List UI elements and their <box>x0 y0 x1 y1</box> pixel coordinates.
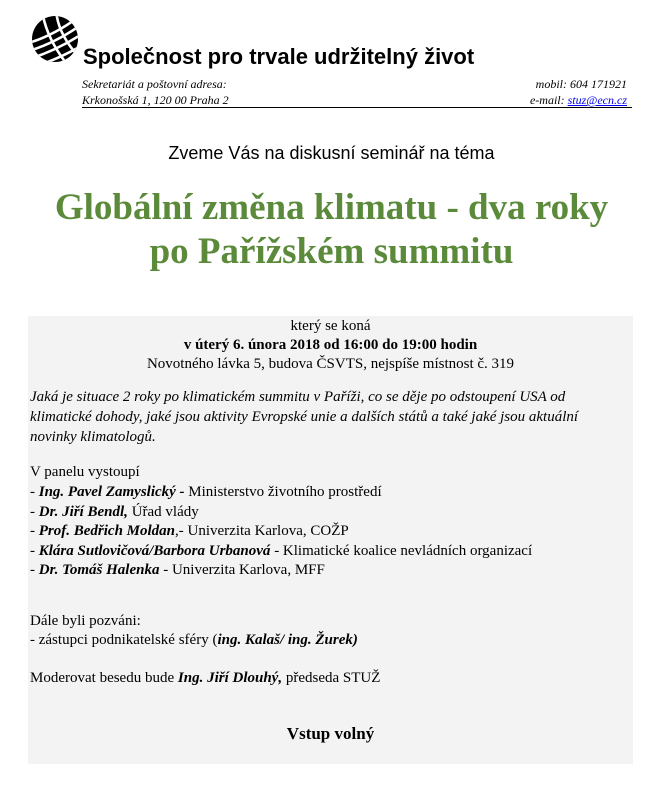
speaker-bullet: - <box>30 503 39 520</box>
invitation-text: Zveme Vás na diskusní seminář na téma <box>168 143 495 163</box>
event-datetime: v úterý 6. února 2018 od 16:00 do 19:00 hodin <box>183 337 478 353</box>
speaker-name: Ing. Pavel Zamyslický - <box>38 484 185 500</box>
entry-free: Vstup volný <box>286 724 375 743</box>
mobile-line <box>536 77 627 92</box>
organization-logo <box>30 14 80 64</box>
event-description: Jaká je situace 2 roky po klimatickém summitu v Paříži, co se děje po odstoupení USA od klimatické dohody, jaké jsou aktivity Evropské unie a dalších států a také jaké jsou aktuální novinky klimatologů. <box>30 389 579 445</box>
seminar-title-line-2: po Pařížském summitu <box>149 231 514 272</box>
organization-name: Společnost pro trvale udržitelný život <box>83 44 475 69</box>
email-link[interactable]: stuz@ecn.cz <box>567 93 627 107</box>
panel-heading: V panelu vystoupí <box>30 464 140 480</box>
seminar-title-line-1: Globální změna klimatu - dva roky <box>54 187 609 228</box>
header-divider <box>82 107 632 108</box>
postal-address: Krkonošská 1, 120 00 Praha 2 <box>82 93 229 107</box>
speaker-affiliation: - Klimatické koalice nevládních organizací <box>270 542 533 559</box>
moderator-line <box>30 670 380 687</box>
speaker-bullet: - <box>30 562 39 578</box>
seminar-title <box>0 186 663 274</box>
email-label: e-mail: <box>529 93 565 107</box>
email-line <box>530 93 627 108</box>
speaker-name: Prof. Bedřich Moldan <box>38 523 176 539</box>
event-details-box <box>28 316 633 764</box>
event-intro: který se koná <box>290 318 371 334</box>
mobile-number: 604 171921 <box>570 77 627 91</box>
invited-heading: Dále byli pozváni: <box>30 613 141 629</box>
speaker-affiliation: ,- Univerzita Karlova, COŽP <box>175 523 349 539</box>
speaker-row <box>30 523 349 540</box>
speaker-affiliation: Ministerstvo životního prostředí <box>184 484 382 500</box>
event-place: Novotného lávka 5, budova ČSVTS, nejspíše místnost č. 319 <box>146 356 515 372</box>
moderator-prefix: Moderovat besedu bude <box>30 670 178 686</box>
moderator-name: Ing. Jiří Dlouhý, <box>177 670 283 686</box>
speaker-name: Klára Sutlovičová/Barbora Urbanová <box>38 542 271 559</box>
speaker-bullet: - <box>30 523 39 539</box>
speaker-row <box>30 484 382 501</box>
address-label: Sekretariát a poštovní adresa: <box>82 77 227 91</box>
speaker-row <box>30 504 199 521</box>
mobile-label: mobil: <box>535 77 567 91</box>
speaker-name: Dr. Tomáš Halenka <box>38 562 160 578</box>
invited-line <box>30 632 358 649</box>
invited-names: ing. Kalaš/ ing. Žurek) <box>217 632 358 648</box>
speaker-bullet: - <box>30 542 39 559</box>
speaker-row <box>30 562 325 579</box>
speaker-name: Dr. Jiří Bendl, <box>38 503 128 520</box>
moderator-suffix: předseda STUŽ <box>282 670 381 686</box>
speaker-affiliation: - Univerzita Karlova, MFF <box>159 562 325 578</box>
invited-line-prefix: - zástupci podnikatelské sféry ( <box>30 632 218 648</box>
speaker-row <box>30 543 532 560</box>
speaker-bullet: - <box>30 484 39 500</box>
speaker-affiliation: Úřad vlády <box>127 503 199 520</box>
